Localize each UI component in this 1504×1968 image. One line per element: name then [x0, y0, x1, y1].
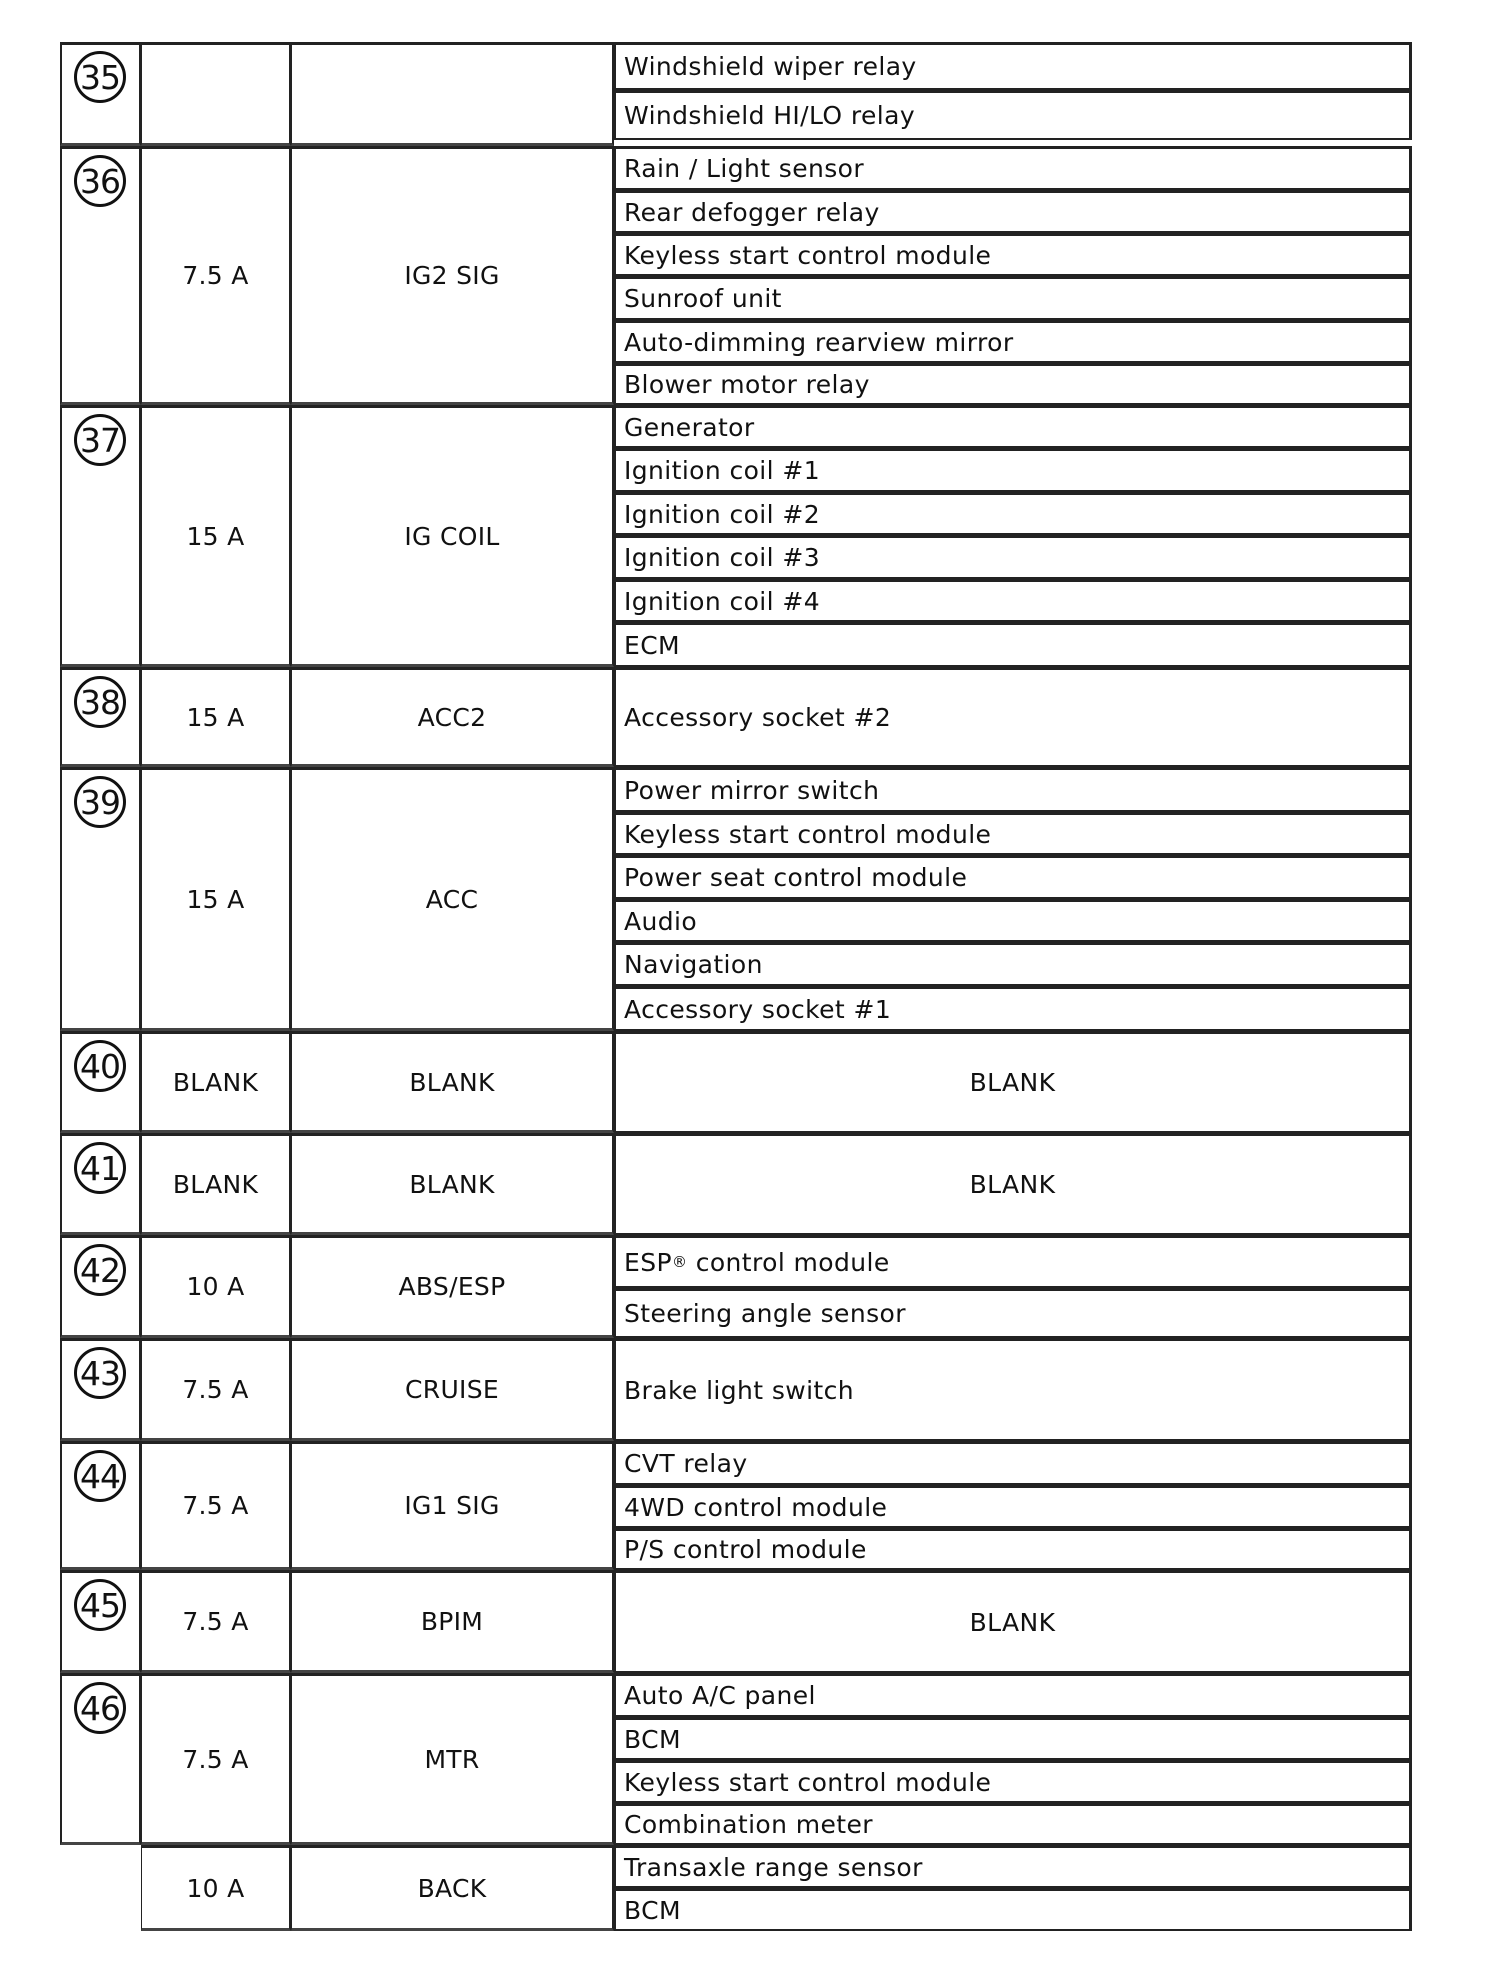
fuse-circuit-name: ABS/ESP [291, 1235, 614, 1338]
fuse-number-badge: 39 [74, 776, 126, 828]
component-item: Windshield wiper relay [614, 42, 1412, 90]
fuse-number-badge: 45 [74, 1579, 126, 1631]
component-item: Navigation [614, 942, 1412, 986]
component-item: Audio [614, 899, 1412, 942]
protected-components [614, 1133, 1412, 1235]
protected-components [614, 405, 1412, 667]
fuse-number-cell [60, 1133, 141, 1235]
fuse-amperage: BLANK [141, 1133, 291, 1235]
fuse-amperage: 7.5 A [141, 1441, 291, 1570]
component-item: Keyless start control module [614, 812, 1412, 855]
fuse-circuit-name: IG2 SIG [291, 146, 614, 405]
component-item: Ignition coil #3 [614, 535, 1412, 579]
fuse-amperage: 7.5 A [141, 1338, 291, 1441]
fuse-circuit-name: CRUISE [291, 1338, 614, 1441]
fuse-circuit-name: BPIM [291, 1570, 614, 1673]
component-item: ECM [614, 622, 1412, 667]
protected-components [614, 1441, 1412, 1570]
component-item: BLANK [614, 1133, 1412, 1235]
component-item: Brake light switch [614, 1338, 1412, 1441]
fuse-number-cell [60, 767, 141, 1031]
table-row [0, 146, 1504, 405]
component-item: BCM [614, 1717, 1412, 1760]
component-item: Keyless start control module [614, 1760, 1412, 1803]
component-item: Power seat control module [614, 855, 1412, 899]
fuse-amperage: 15 A [141, 405, 291, 667]
fuse-amperage: 7.5 A [141, 1673, 291, 1845]
fuse-number-badge: 38 [74, 676, 126, 728]
fuse-number-cell [60, 146, 141, 405]
table-row [0, 405, 1504, 667]
fuse-circuit-name: BLANK [291, 1031, 614, 1133]
component-item: Rain / Light sensor [614, 146, 1412, 190]
component-item: Ignition coil #1 [614, 448, 1412, 492]
fuse-number-cell [60, 1235, 141, 1338]
component-item: Auto-dimming rearview mirror [614, 320, 1412, 363]
table-row [0, 1570, 1504, 1673]
component-item: Accessory socket #2 [614, 667, 1412, 767]
component-item: Steering angle sensor [614, 1288, 1412, 1338]
protected-components [614, 1031, 1412, 1133]
protected-components [614, 1235, 1412, 1338]
component-item: Combination meter [614, 1803, 1412, 1845]
fuse-amperage [141, 42, 291, 146]
fuse-number-cell [60, 1441, 141, 1570]
fuse-number-badge: 36 [74, 155, 126, 207]
fuse-number-badge: 44 [74, 1450, 126, 1502]
component-item: 4WD control module [614, 1485, 1412, 1528]
component-item: Blower motor relay [614, 363, 1412, 405]
fuse-number-cell [60, 1845, 141, 1931]
fuse-circuit-name: MTR [291, 1673, 614, 1845]
fuse-amperage: 15 A [141, 667, 291, 767]
fuse-number-badge: 37 [74, 414, 126, 466]
protected-components [614, 1845, 1412, 1931]
table-row [0, 767, 1504, 1031]
component-item: Ignition coil #4 [614, 579, 1412, 622]
fuse-amperage: 10 A [141, 1845, 291, 1931]
table-row [0, 1235, 1504, 1338]
component-item: Rear defogger relay [614, 190, 1412, 233]
fuse-circuit-name: IG1 SIG [291, 1441, 614, 1570]
fuse-number-cell [60, 667, 141, 767]
table-row [0, 667, 1504, 767]
fuse-number-cell [60, 1338, 141, 1441]
component-item: Generator [614, 405, 1412, 448]
fuse-number-cell [60, 42, 141, 146]
fuse-circuit-name: ACC [291, 767, 614, 1031]
fuse-number-cell [60, 1031, 141, 1133]
fuse-circuit-name [291, 42, 614, 146]
component-item: CVT relay [614, 1441, 1412, 1485]
component-item: BLANK [614, 1031, 1412, 1133]
component-item: P/S control module [614, 1528, 1412, 1570]
component-item: BLANK [614, 1570, 1412, 1673]
fuse-number-badge: 46 [74, 1682, 126, 1734]
protected-components [614, 42, 1412, 146]
fuse-number-cell [60, 1570, 141, 1673]
fuse-circuit-name: ACC2 [291, 667, 614, 767]
component-item: Windshield HI/LO relay [614, 90, 1412, 140]
fuse-number-cell [60, 1673, 141, 1845]
component-label: control module [695, 1247, 890, 1277]
fuse-number-badge: 42 [74, 1244, 126, 1296]
component-item: Ignition coil #2 [614, 492, 1412, 535]
protected-components [614, 667, 1412, 767]
component-item: Auto A/C panel [614, 1673, 1412, 1717]
fuse-number-badge: 43 [74, 1347, 126, 1399]
table-row [0, 42, 1504, 146]
protected-components [614, 1673, 1412, 1845]
fuse-circuit-name: BACK [291, 1845, 614, 1931]
component-item: BCM [614, 1888, 1412, 1931]
fuse-circuit-name: IG COIL [291, 405, 614, 667]
fuse-amperage: 10 A [141, 1235, 291, 1338]
protected-components [614, 767, 1412, 1031]
table-row [0, 1338, 1504, 1441]
protected-components [614, 146, 1412, 405]
fuse-number-badge: 41 [74, 1142, 126, 1194]
protected-components [614, 1338, 1412, 1441]
table-row [0, 1441, 1504, 1570]
fuse-amperage: 15 A [141, 767, 291, 1031]
component-label: ESP [624, 1247, 672, 1277]
fuse-amperage: 7.5 A [141, 146, 291, 405]
table-row [0, 1133, 1504, 1235]
fuse-number-badge: 40 [74, 1040, 126, 1092]
component-item: Keyless start control module [614, 233, 1412, 276]
component-item: Power mirror switch [614, 767, 1412, 812]
component-item: Sunroof unit [614, 276, 1412, 320]
table-row [0, 1673, 1504, 1845]
component-item: Transaxle range sensor [614, 1845, 1412, 1888]
fuse-amperage: 7.5 A [141, 1570, 291, 1673]
table-row [0, 1031, 1504, 1133]
table-row [0, 1845, 1504, 1931]
protected-components [614, 1570, 1412, 1673]
component-item: ESP ® control module [614, 1235, 1412, 1288]
fuse-number-badge: 35 [74, 51, 126, 103]
component-item: Accessory socket #1 [614, 986, 1412, 1031]
fuse-circuit-name: BLANK [291, 1133, 614, 1235]
fuse-number-cell [60, 405, 141, 667]
fuse-amperage: BLANK [141, 1031, 291, 1133]
